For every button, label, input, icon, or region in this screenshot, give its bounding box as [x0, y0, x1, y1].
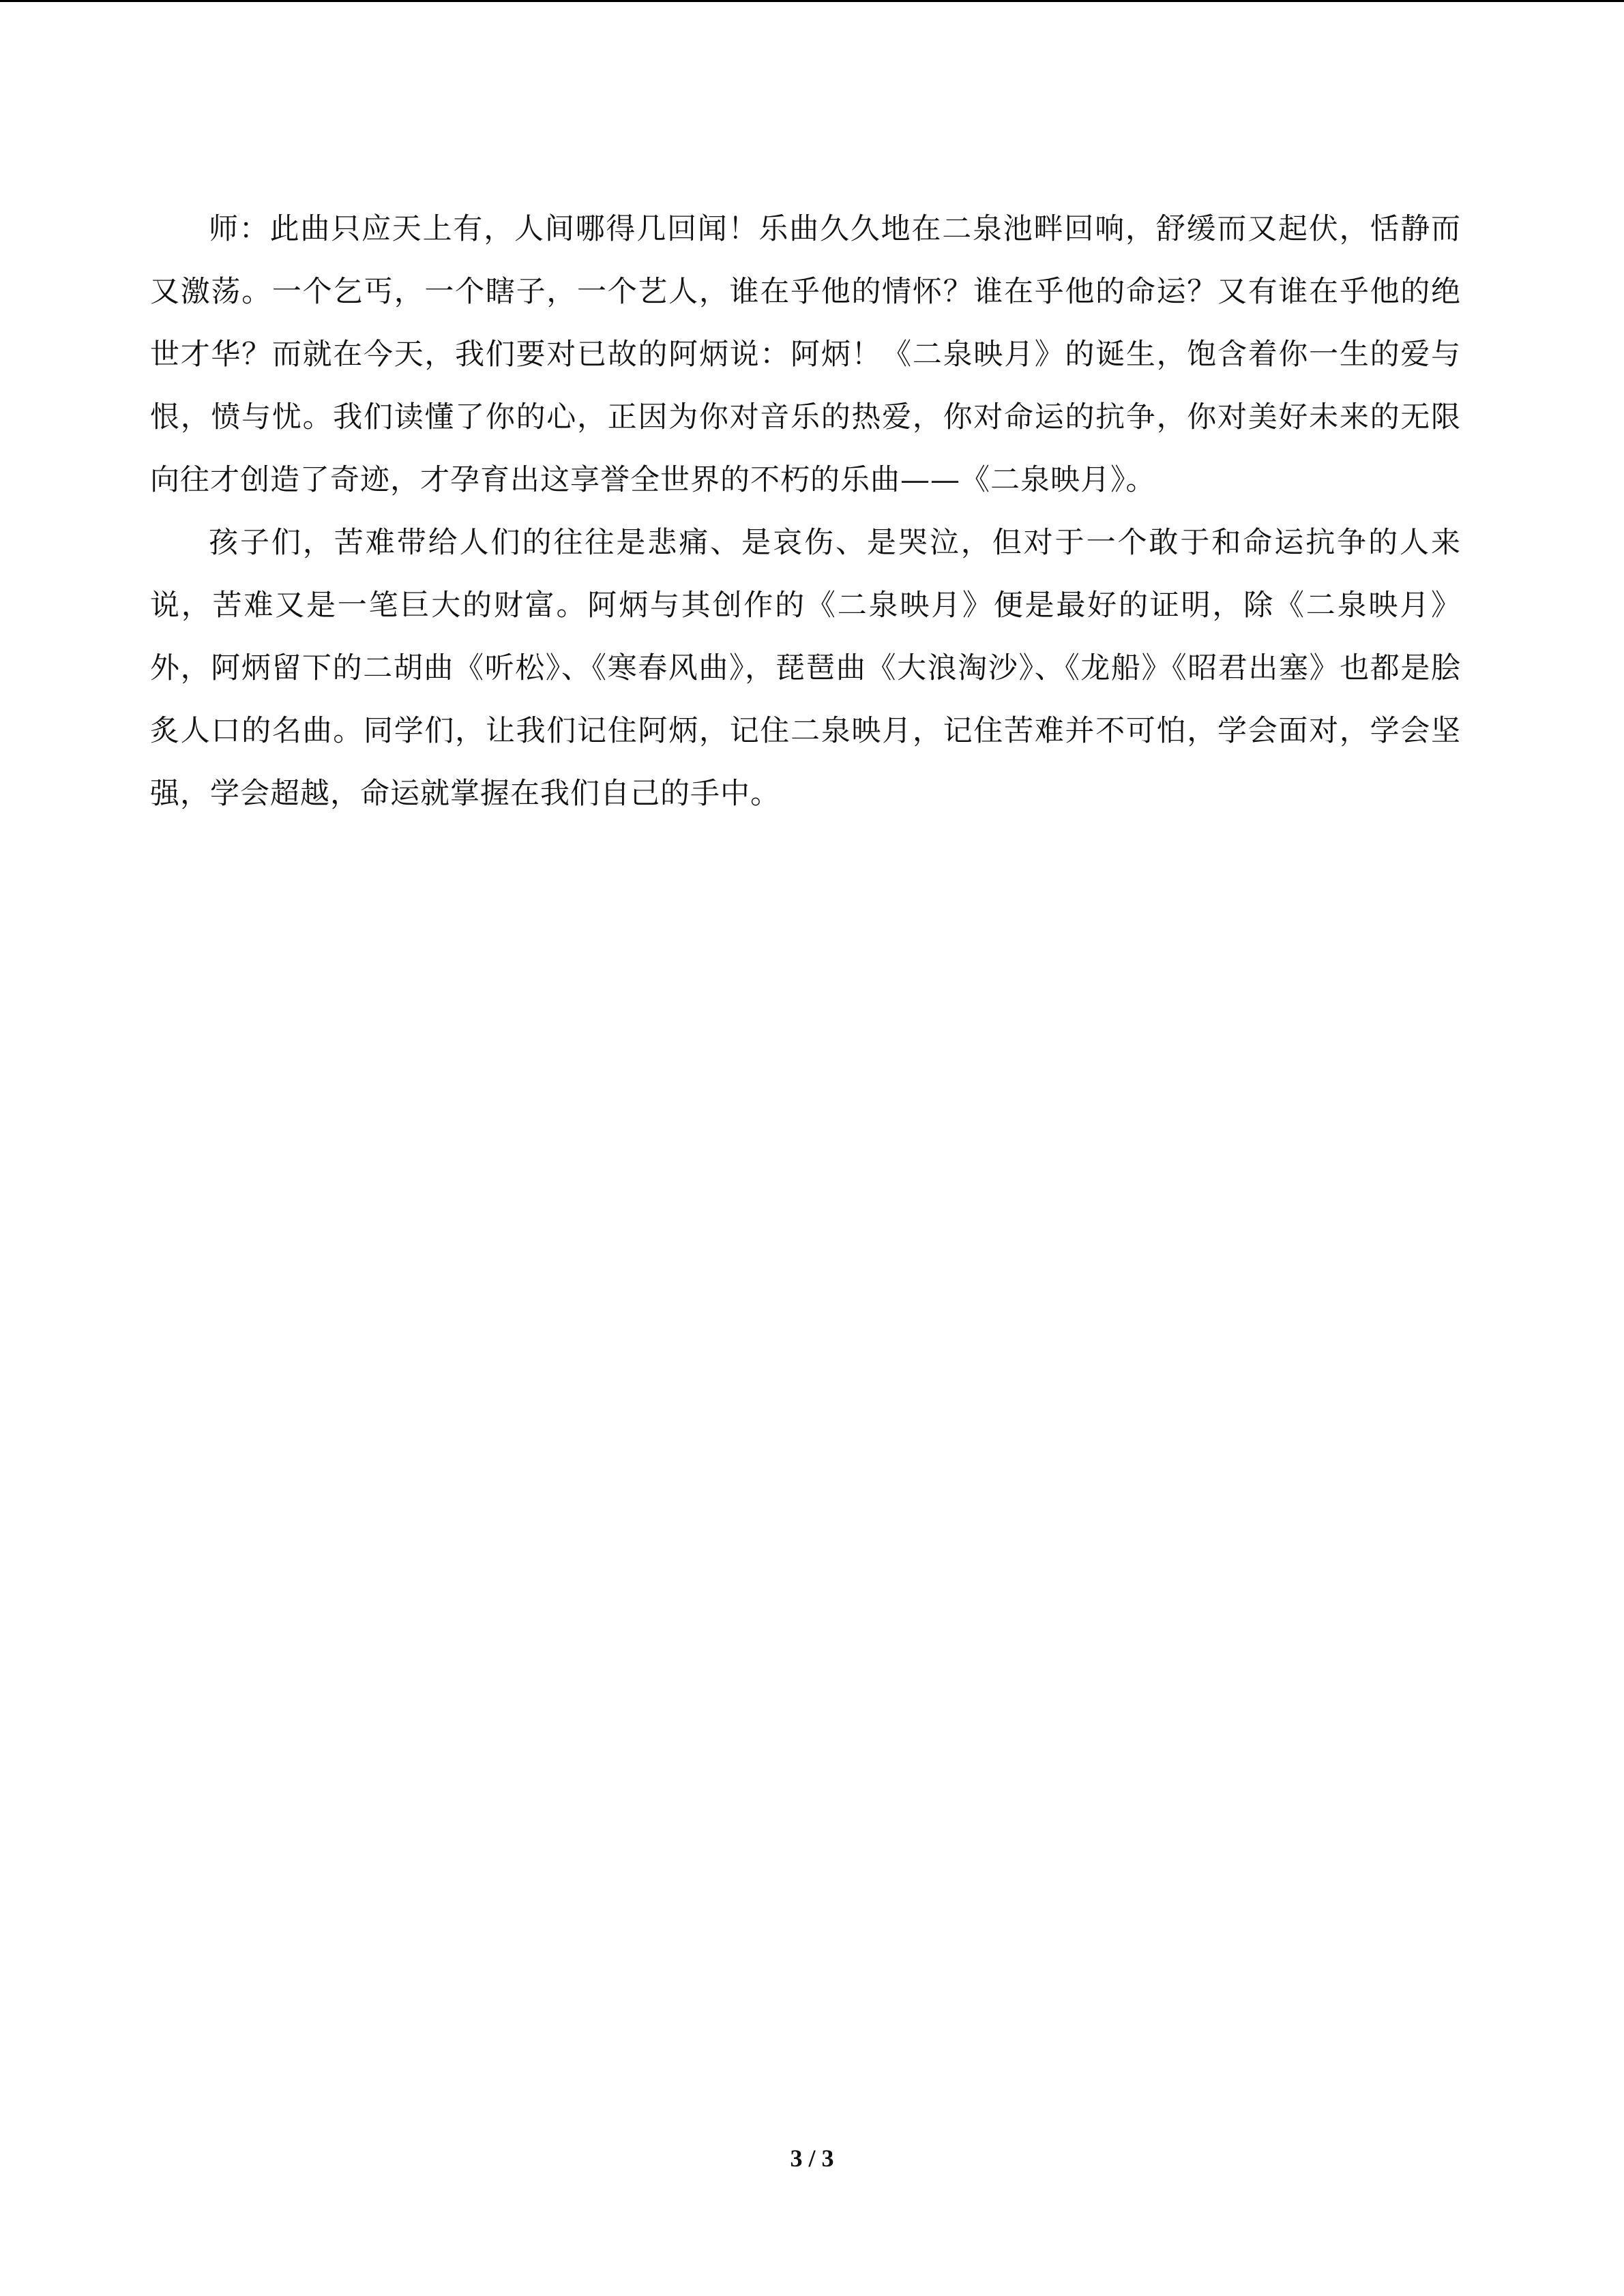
- page-number: 3 / 3: [790, 2145, 834, 2172]
- document-body: [150, 198, 1461, 825]
- paragraph-closing-remarks: 孩子们，苦难带给人们的往往是悲痛、是哀伤、是哭泣，但对于一个敢于和命运抗争的人来说，苦难又是一笔巨大的财富。阿炳与其创作的《二泉映月》便是最好的证明，除《二泉映月》外，阿炳留下的二胡曲《听松》、《寒春风曲》，琵琶曲《大浪淘沙》、《龙船》《昭君出塞》也都是脍炙人口的名曲。同学们，让我们记住阿炳，记住二泉映月，记住苦难并不可怕，学会面对，学会坚强，学会超越，命运就掌握在我们自己的手中。: [150, 526, 1461, 811]
- top-border-line: [0, 0, 1624, 2]
- paragraph-teacher-speech: 师：此曲只应天上有，人间哪得几回闻！乐曲久久地在二泉池畔回响，舒缓而又起伏，恬静而又激荡。一个乞丐，一个瞎子，一个艺人，谁在乎他的情怀？谁在乎他的命运？又有谁在乎他的绝世才华？而就在今天，我们要对已故的阿炳说：阿炳！《二泉映月》的诞生，饱含着你一生的爱与恨，愤与忧。我们读懂了你的心，正因为你对音乐的热爱，你对命运的抗争，你对美好未来的无限向往才创造了奇迹，才孕育出这享誉全世界的不朽的乐曲——《二泉映月》。: [150, 212, 1461, 497]
